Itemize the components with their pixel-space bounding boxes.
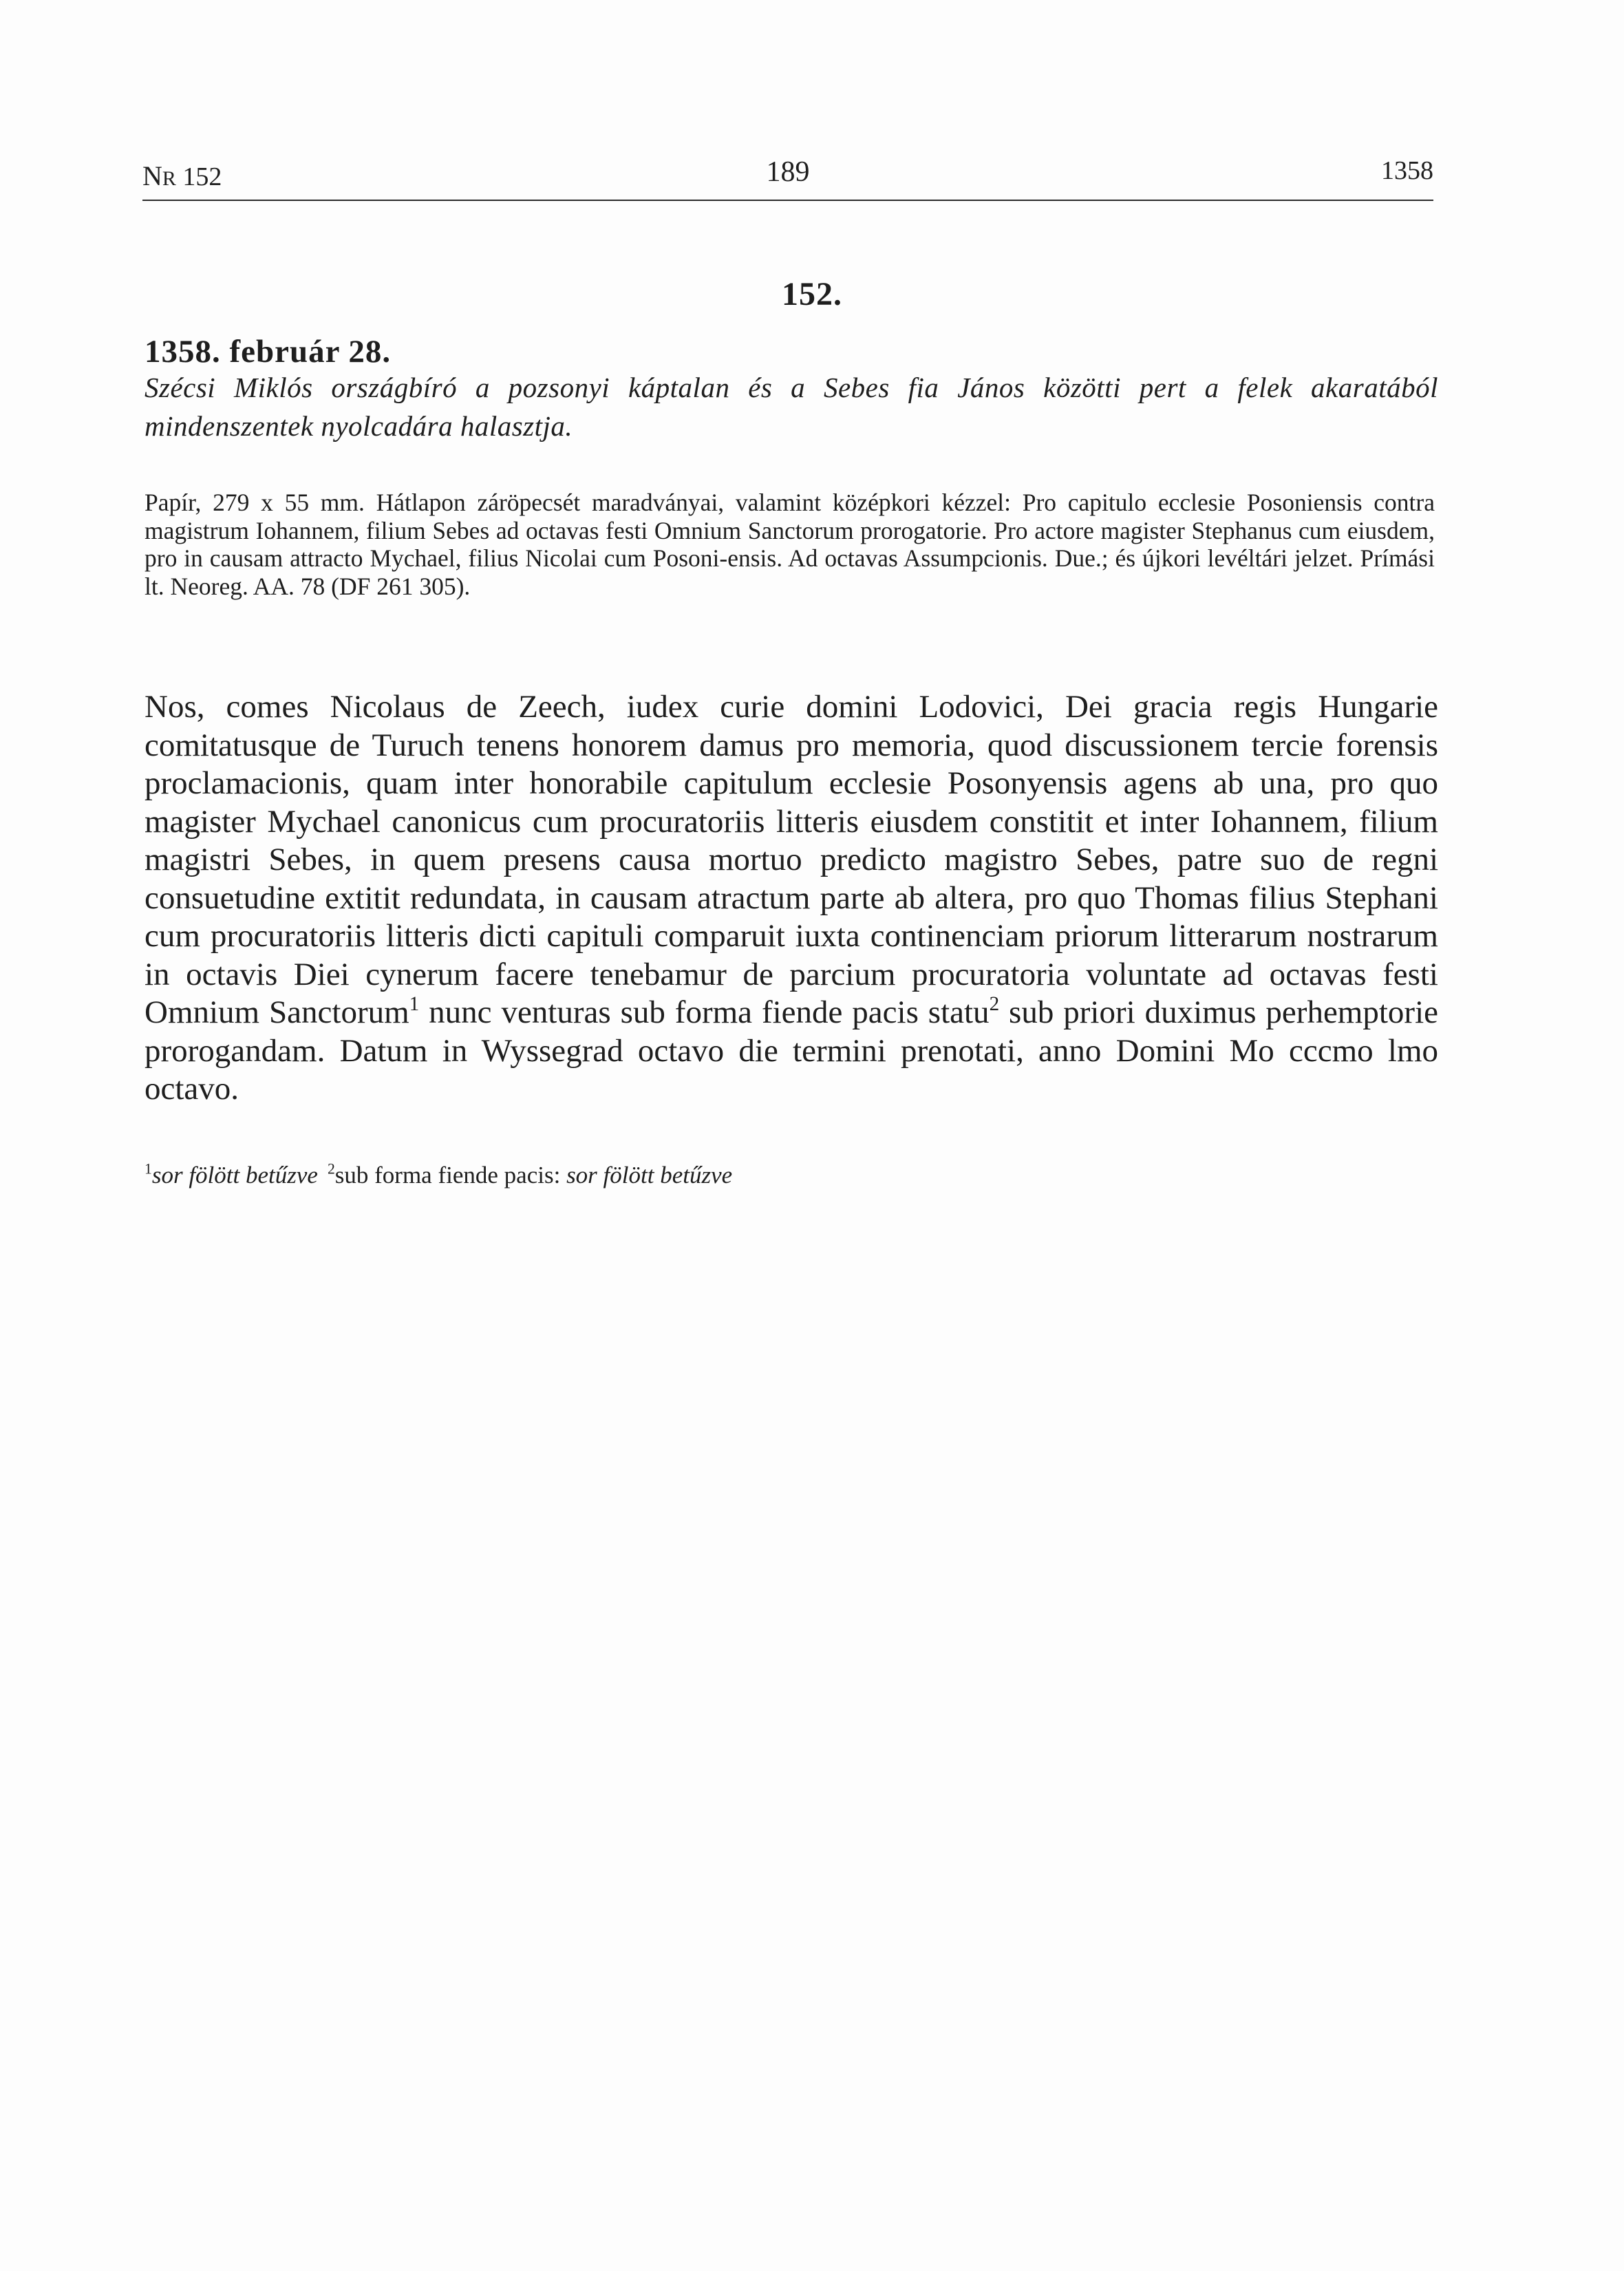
header-year: 1358 — [1381, 156, 1433, 185]
charter-text-part-2: nunc venturas sub forma fiende pacis statu — [419, 994, 990, 1030]
header-rule — [142, 200, 1433, 201]
charter-text — [145, 688, 1438, 1109]
footnote-2-lemma: sub forma fiende pacis: — [334, 1162, 567, 1188]
charter-text-part-1: Nos, comes Nicolaus de Zeech, iudex curie domini Lodovici, Dei gracia regis Hungarie comitatusque de Turuch tenens honorem damus pro memoria, quod discussionem tercie forensis proclamacionis, quam inter honorabile capitulum ecclesie Posonyensis agens ab una, pro quo magister Mychael canonicus cum procuratoriis litteris eiusdem constitit et inter Iohannem, filium magistri Sebes, in quem presens causa mortuo predicto magistro Sebes, patre suo de regni consuetudine extitit redundata, in causam atractum parte ab altera, pro quo Thomas filius Stephani cum procuratoriis litteris dicti capituli comparuit iuxta continenciam priorum litterarum nostrarum in octavis Diei cynerum facere tenebamur de parcium procuratoria voluntate ad octavas festi Omnium Sanctorum — [145, 689, 1438, 1030]
footnote-1-mark: 1 — [145, 1160, 152, 1177]
header-prefix-n: N — [142, 160, 162, 191]
charter-text-part-3: sub priori duximus perhemptorie prorogandam. Datum in Wyssegrad octavo die termini prenotati, anno Domini Mo cccmo lmo octavo. — [145, 994, 1438, 1107]
header-number: 152 — [182, 162, 222, 191]
document-date: 1358. február 28. — [145, 334, 392, 370]
page-number: 189 — [766, 156, 810, 188]
regest-summary: Szécsi Miklós országbíró a pozsonyi káptalan és a Sebes fia János közötti pert a felek akaratából mindenszentek nyolcadára halasztja. — [145, 372, 1438, 442]
running-header — [142, 153, 1433, 194]
archival-description: Papír, 279 x 55 mm. Hátlapon záröpecsét maradványai, valamint középkori kézzel: Pro capitulo ecclesie Posoniensis contra magistrum Iohannem, filium Sebes ad octavas festi Omnium Sanctorum prorogatorie. Pro actore magister Stephanus cum eiusdem, pro in causam attracto Mychael, filius Nicolai cum Posoni-ensis. Ad octavas Assumpcionis. Due.; és újkori levéltári jelzet. Prímási lt. Neoreg. AA. 78 (DF 261 305). — [145, 489, 1435, 600]
footnote-1-text: sor fölött betűzve — [151, 1162, 318, 1188]
footnotes — [145, 1160, 732, 1191]
footnote-2-text: sor fölött betűzve — [566, 1162, 733, 1188]
footnote-mark-1: 1 — [409, 992, 420, 1015]
document-number: 152. — [782, 276, 842, 312]
footnote-mark-2: 2 — [989, 992, 1000, 1015]
footnote-2-mark: 2 — [327, 1160, 335, 1177]
header-prefix-r: R — [162, 167, 176, 190]
